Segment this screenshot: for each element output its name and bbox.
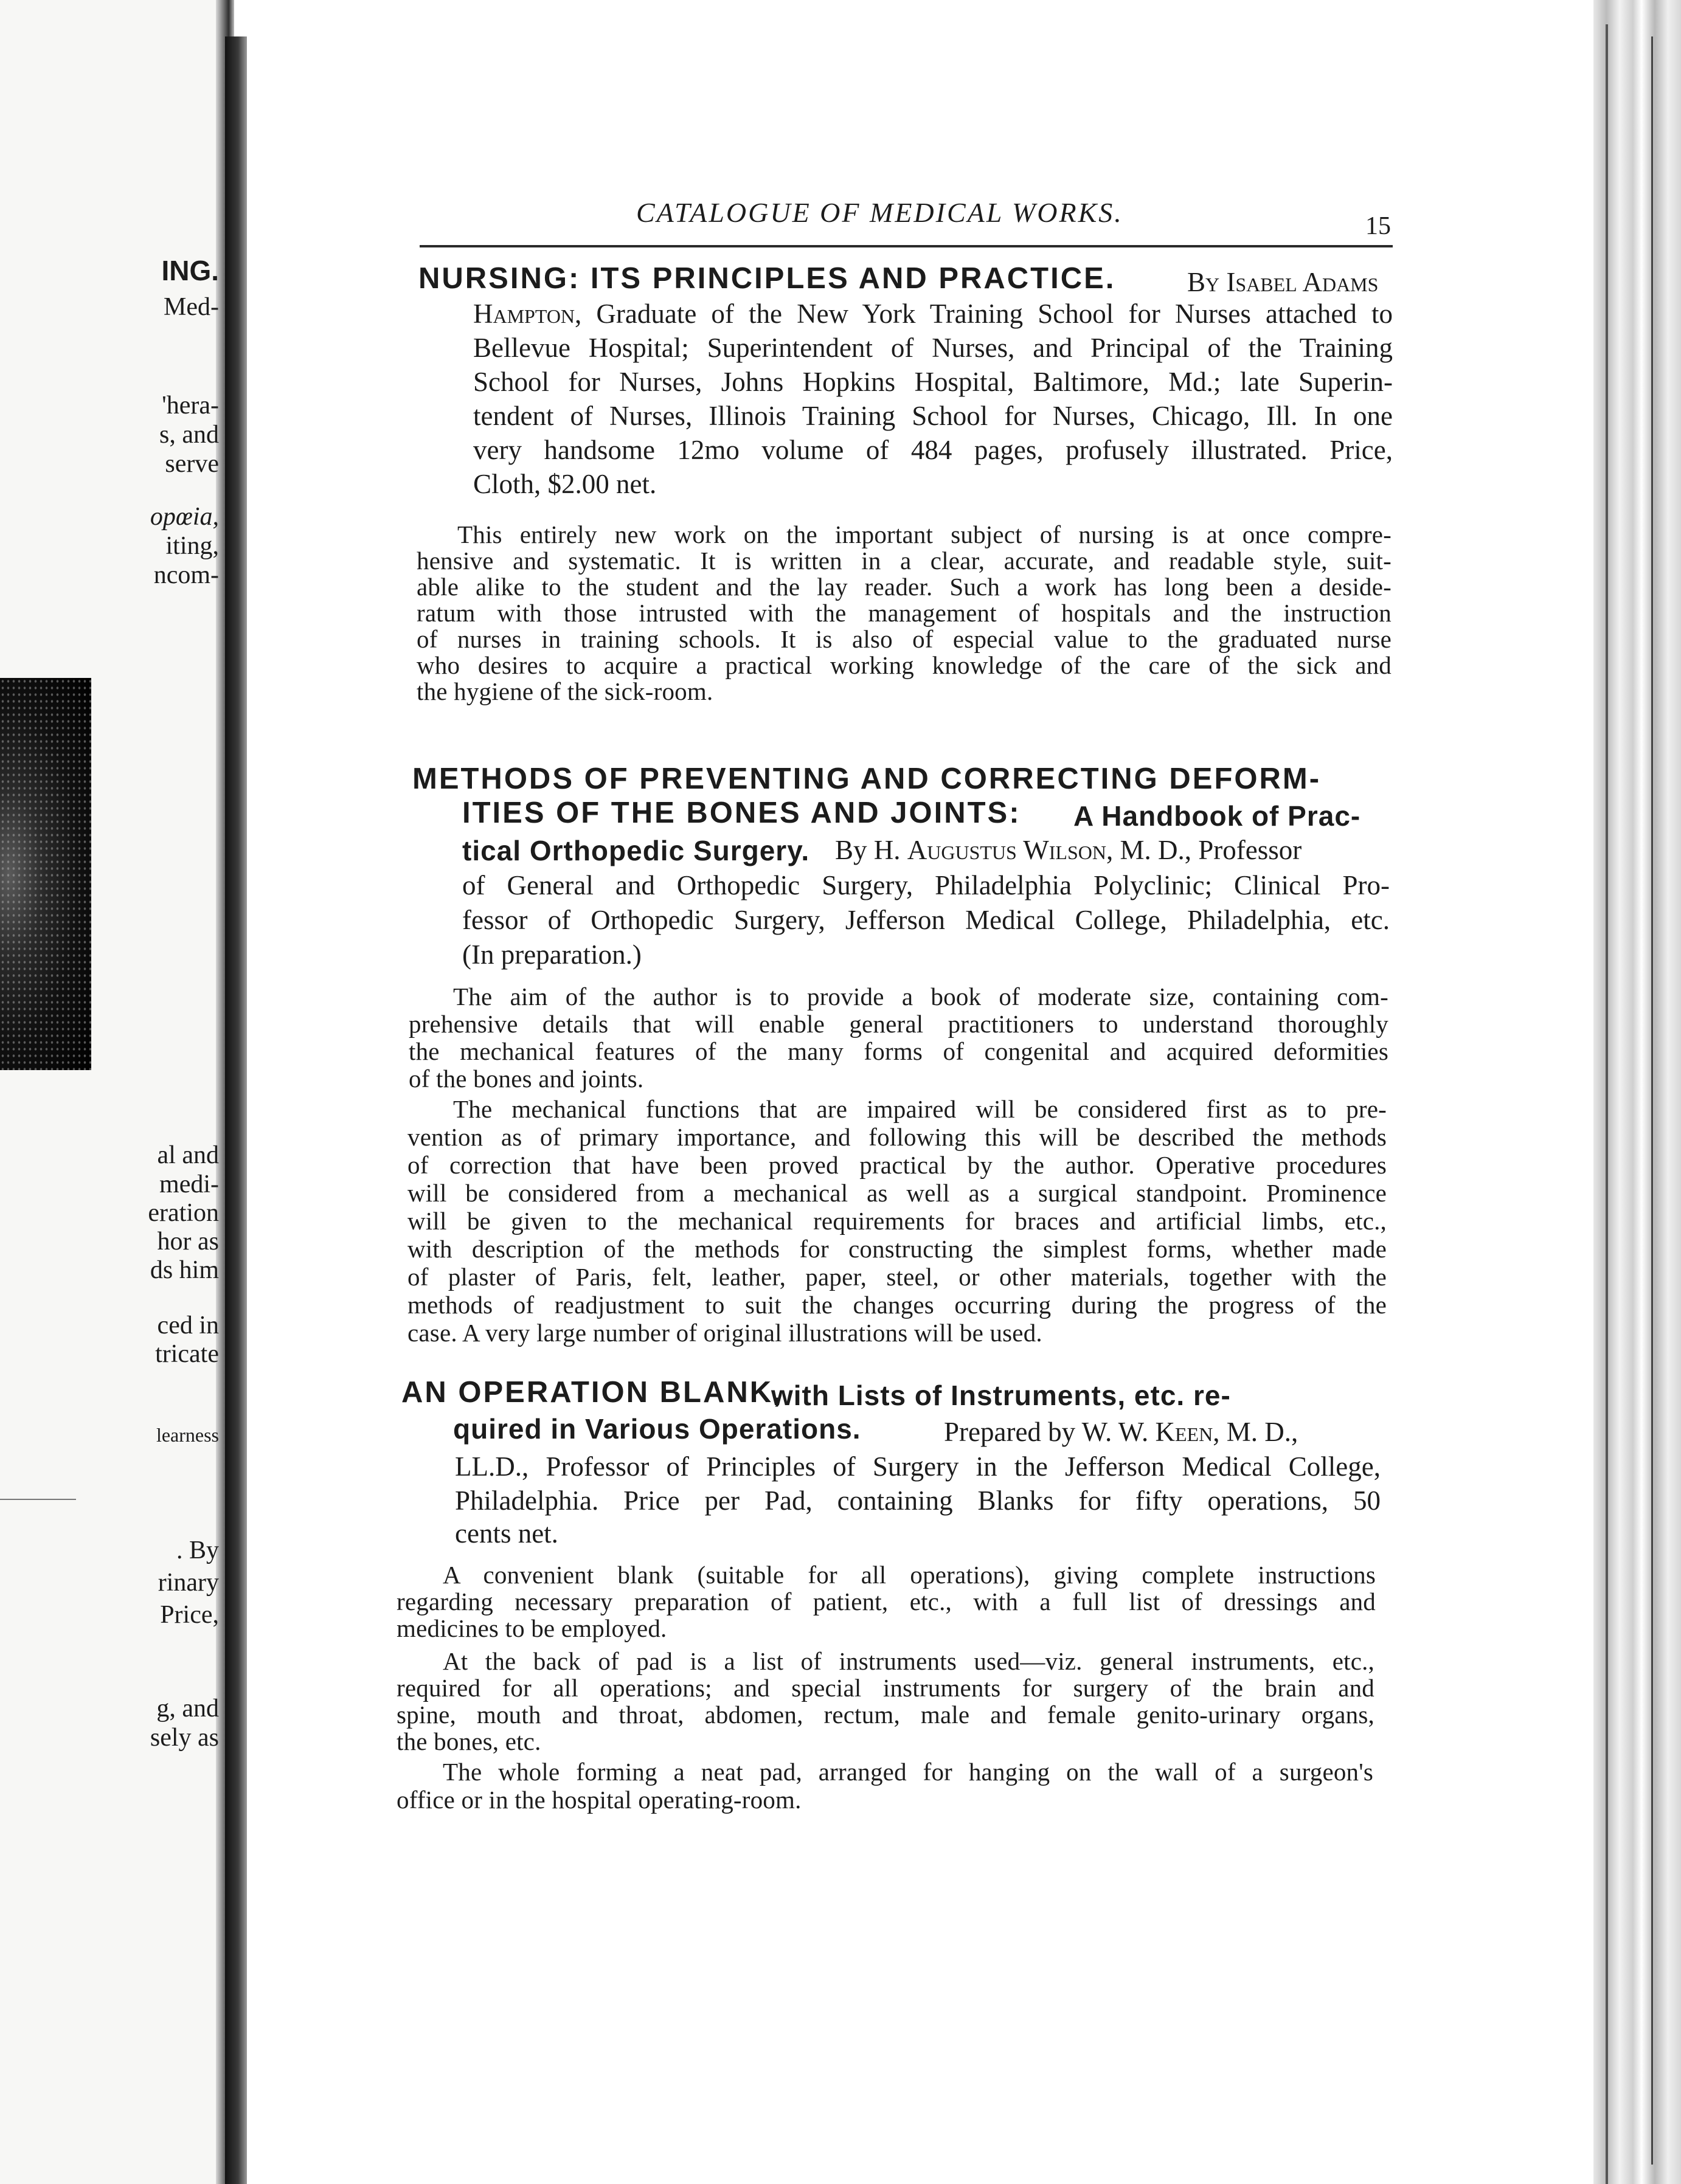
entry-body-line: who desires to acquire a practical working knowledge of the care of the sick and (417, 651, 1392, 679)
entry-description-line: Cloth, $2.00 net. (473, 469, 657, 499)
fragment: ds him (150, 1256, 219, 1284)
entry-body-line: the hygiene of the sick-room. (417, 677, 713, 705)
entry-description-line: of General and Orthopedic Surgery, Philadelphia Polyclinic; Clinical Pro- (462, 870, 1390, 900)
right-page-edge (1593, 0, 1681, 2184)
entry-body-line: spine, mouth and throat, abdomen, rectum, male and female genito-urinary organs, (397, 1701, 1374, 1729)
fragment: serve (165, 450, 219, 478)
left-page-illustration-texture (0, 678, 91, 1070)
gutter (225, 36, 247, 2184)
entry-body-line: the mechanical features of the many forms of congenital and acquired deformities (409, 1037, 1388, 1065)
entry-author: By Isabel Adams (1187, 267, 1379, 297)
author-name: Augustus Wilson (907, 835, 1106, 865)
fragment: . By (176, 1536, 219, 1564)
fragment: learness (156, 1424, 219, 1446)
entry-body-line: methods of readjustment to suit the changes occurring during the progress of the (407, 1291, 1387, 1319)
fragment: al and (157, 1141, 219, 1169)
entry-body-line: regarding necessary preparation of patient, etc., with a full list of dressings and (397, 1588, 1376, 1616)
entry-title: ITIES OF THE BONES AND JOINTS: (462, 797, 1021, 829)
header-rule (420, 245, 1393, 247)
entry-body-line: of correction that have been proved practical by the author. Operative procedures (407, 1151, 1387, 1179)
entry-body-line: hensive and systematic. It is written in a clear, accurate, and readable style, suit- (417, 547, 1392, 575)
entry-body-line: ratum with those intrusted with the management of hospitals and the instruction (417, 599, 1392, 627)
entry-author: Prepared by W. W. Keen, M. D., (944, 1417, 1298, 1447)
entry-body-line: of nurses in training schools. It is also of especial value to the graduated nurse (417, 625, 1392, 653)
author-name: Keen (1155, 1417, 1213, 1447)
entry-author: By H. Augustus Wilson, M. D., Professor (835, 835, 1302, 865)
entry-body-line: with description of the methods for constructing the simplest forms, whether made (407, 1235, 1387, 1263)
author-surname: Hampton (473, 299, 575, 329)
entry-body-line: case. A very large number of original illustrations will be used. (407, 1319, 1042, 1347)
entry-subtitle: quired in Various Operations. (453, 1413, 861, 1445)
fragment: sely as (150, 1724, 219, 1752)
entry-body-line: The aim of the author is to provide a book of moderate size, containing com- (453, 983, 1388, 1011)
entry-title: AN OPERATION BLANK, (401, 1376, 783, 1409)
left-page-edge (0, 0, 219, 2184)
fragment: Price, (160, 1601, 219, 1629)
entry-description-line: (In preparation.) (462, 939, 642, 970)
page-number: 15 (1365, 212, 1391, 240)
fragment: ced in (157, 1311, 219, 1339)
entry-body-line: of plaster of Paris, felt, leather, paper, steel, or other materials, together with the (407, 1263, 1387, 1291)
entry-description-line: LL.D., Professor of Principles of Surgery in the Jefferson Medical College, (455, 1451, 1381, 1482)
fragment: eration (148, 1199, 219, 1227)
entry-description-line: very handsome 12mo volume of 484 pages, profusely illustrated. Price, (473, 435, 1393, 465)
entry-description-line: Hampton, Graduate of the New York Training School for Nurses attached to (473, 299, 1393, 329)
entry-body-line: will be considered from a mechanical as well as a surgical standpoint. Prominence (407, 1179, 1387, 1207)
fragment: opœia, (150, 503, 219, 531)
entry-title: NURSING: ITS PRINCIPLES AND PRACTICE. (418, 262, 1116, 295)
entry-description-line: cents net. (455, 1518, 558, 1549)
fragment: g, and (156, 1695, 219, 1723)
fragment: ING. (161, 255, 219, 286)
fragment: tricate (155, 1340, 219, 1368)
entry-body-line: medicines to be employed. (397, 1614, 667, 1642)
left-page-divider (0, 1499, 76, 1500)
running-head: CATALOGUE OF MEDICAL WORKS. (636, 197, 1123, 228)
entry-subtitle: tical Orthopedic Surgery. (462, 835, 810, 866)
fragment: medi- (159, 1170, 219, 1198)
entry-body-line: At the back of pad is a list of instruments used—viz. general instruments, etc., (443, 1647, 1374, 1675)
entry-description-line: Philadelphia. Price per Pad, containing Blanks for fifty operations, 50 (455, 1485, 1381, 1516)
entry-body-line: office or in the hospital operating-room. (397, 1786, 802, 1814)
fragment: s, and (159, 421, 219, 449)
entry-body-line: prehensive details that will enable general practitioners to understand thoroughly (409, 1010, 1388, 1038)
entry-body-line: able alike to the student and the lay reader. Such a work has long been a deside- (417, 573, 1392, 601)
fragment: rinary (158, 1569, 219, 1597)
fragment: iting, (165, 532, 219, 560)
entry-description-line: Bellevue Hospital; Superintendent of Nurses, and Principal of the Training (473, 333, 1393, 363)
entry-body-line: the bones, etc. (397, 1727, 541, 1755)
entry-description-line: School for Nurses, Johns Hopkins Hospital, Baltimore, Md.; late Superin- (473, 367, 1393, 397)
entry-body-line: The whole forming a neat pad, arranged for hanging on the wall of a surgeon's (443, 1758, 1373, 1786)
fragment: ncom- (153, 561, 219, 589)
fragment: 'hera- (162, 392, 219, 420)
entry-description-line: fessor of Orthopedic Surgery, Jefferson Medical College, Philadelphia, etc. (462, 905, 1390, 935)
entry-description-line: tendent of Nurses, Illinois Training School for Nurses, Chicago, Ill. In one (473, 401, 1393, 431)
entry-body-line: The mechanical functions that are impaired will be considered first as to pre- (453, 1095, 1387, 1123)
entry-body-line: This entirely new work on the important subject of nursing is at once compre- (457, 520, 1392, 548)
fragment: Med- (164, 293, 219, 321)
entry-title: METHODS OF PREVENTING AND CORRECTING DEFORM- (412, 762, 1322, 795)
entry-body-line: A convenient blank (suitable for all operations), giving complete instructions (443, 1561, 1376, 1589)
entry-body-line: of the bones and joints. (409, 1065, 644, 1093)
entry-body-line: required for all operations; and special instruments for surgery of the brain and (397, 1674, 1374, 1702)
entry-body-line: will be given to the mechanical requirements for braces and artificial limbs, etc., (407, 1207, 1387, 1235)
entry-subtitle: A Handbook of Prac- (1073, 800, 1361, 832)
fragment: hor as (157, 1228, 219, 1256)
entry-subtitle: with Lists of Instruments, etc. re- (771, 1380, 1231, 1411)
entry-body-line: vention as of primary importance, and following this will be described the methods (407, 1123, 1387, 1151)
